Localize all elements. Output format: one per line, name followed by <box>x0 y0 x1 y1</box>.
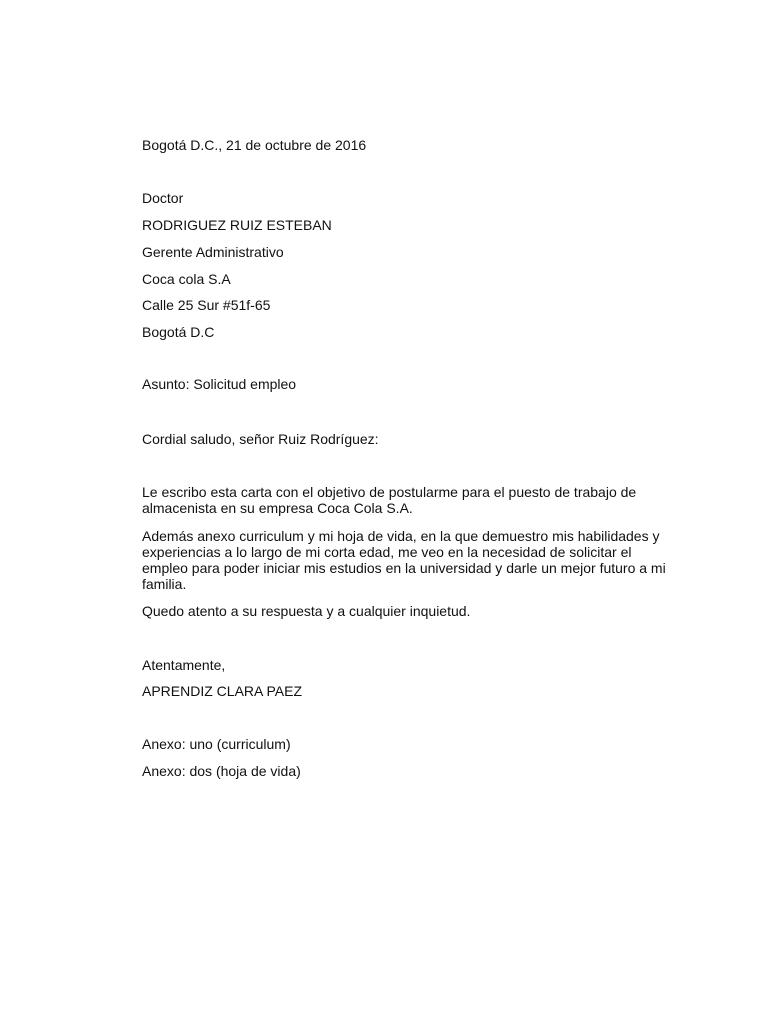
recipient-position: Gerente Administrativo <box>142 244 284 260</box>
date-line: Bogotá D.C., 21 de octubre de 2016 <box>142 137 367 153</box>
body-paragraph-2-line: experiencias a lo largo de mi corta edad, me veo en la necesidad de solicitar el <box>142 544 632 560</box>
annex-item: Anexo: dos (hoja de vida) <box>142 763 301 779</box>
subject-line: Asunto: Solicitud empleo <box>142 376 297 392</box>
body-paragraph-2 <box>142 528 666 592</box>
body-paragraph-2-line: empleo para poder iniciar mis estudios en la universidad y darle un mejor futuro a mi <box>142 560 666 576</box>
body-paragraph-1 <box>142 484 642 516</box>
body-paragraph-1-line: almacenista en su empresa Coca Cola S.A. <box>142 500 413 516</box>
body-paragraph-2-line: Además anexo curriculum y mi hoja de vida, en la que demuestro mis habilidades y <box>142 528 660 544</box>
recipient-name: RODRIGUEZ RUIZ ESTEBAN <box>142 217 332 233</box>
body-paragraph-3: Quedo atento a su respuesta y a cualquier inquietud. <box>142 603 471 619</box>
closing-line: Atentamente, <box>142 657 226 673</box>
recipient-address: Calle 25 Sur #51f-65 <box>142 297 271 313</box>
body-paragraph-2-line: familia. <box>142 576 187 592</box>
greeting-line: Cordial saludo, señor Ruiz Rodríguez: <box>142 431 379 447</box>
recipient-company: Coca cola S.A <box>142 271 231 287</box>
annex-item: Anexo: uno (curriculum) <box>142 736 291 752</box>
recipient-title: Doctor <box>142 190 184 206</box>
signature-line: APRENDIZ CLARA PAEZ <box>142 683 303 699</box>
body-paragraph-1-line: Le escribo esta carta con el objetivo de postularme para el puesto de trabajo de <box>142 484 637 500</box>
recipient-city: Bogotá D.C <box>142 324 215 340</box>
